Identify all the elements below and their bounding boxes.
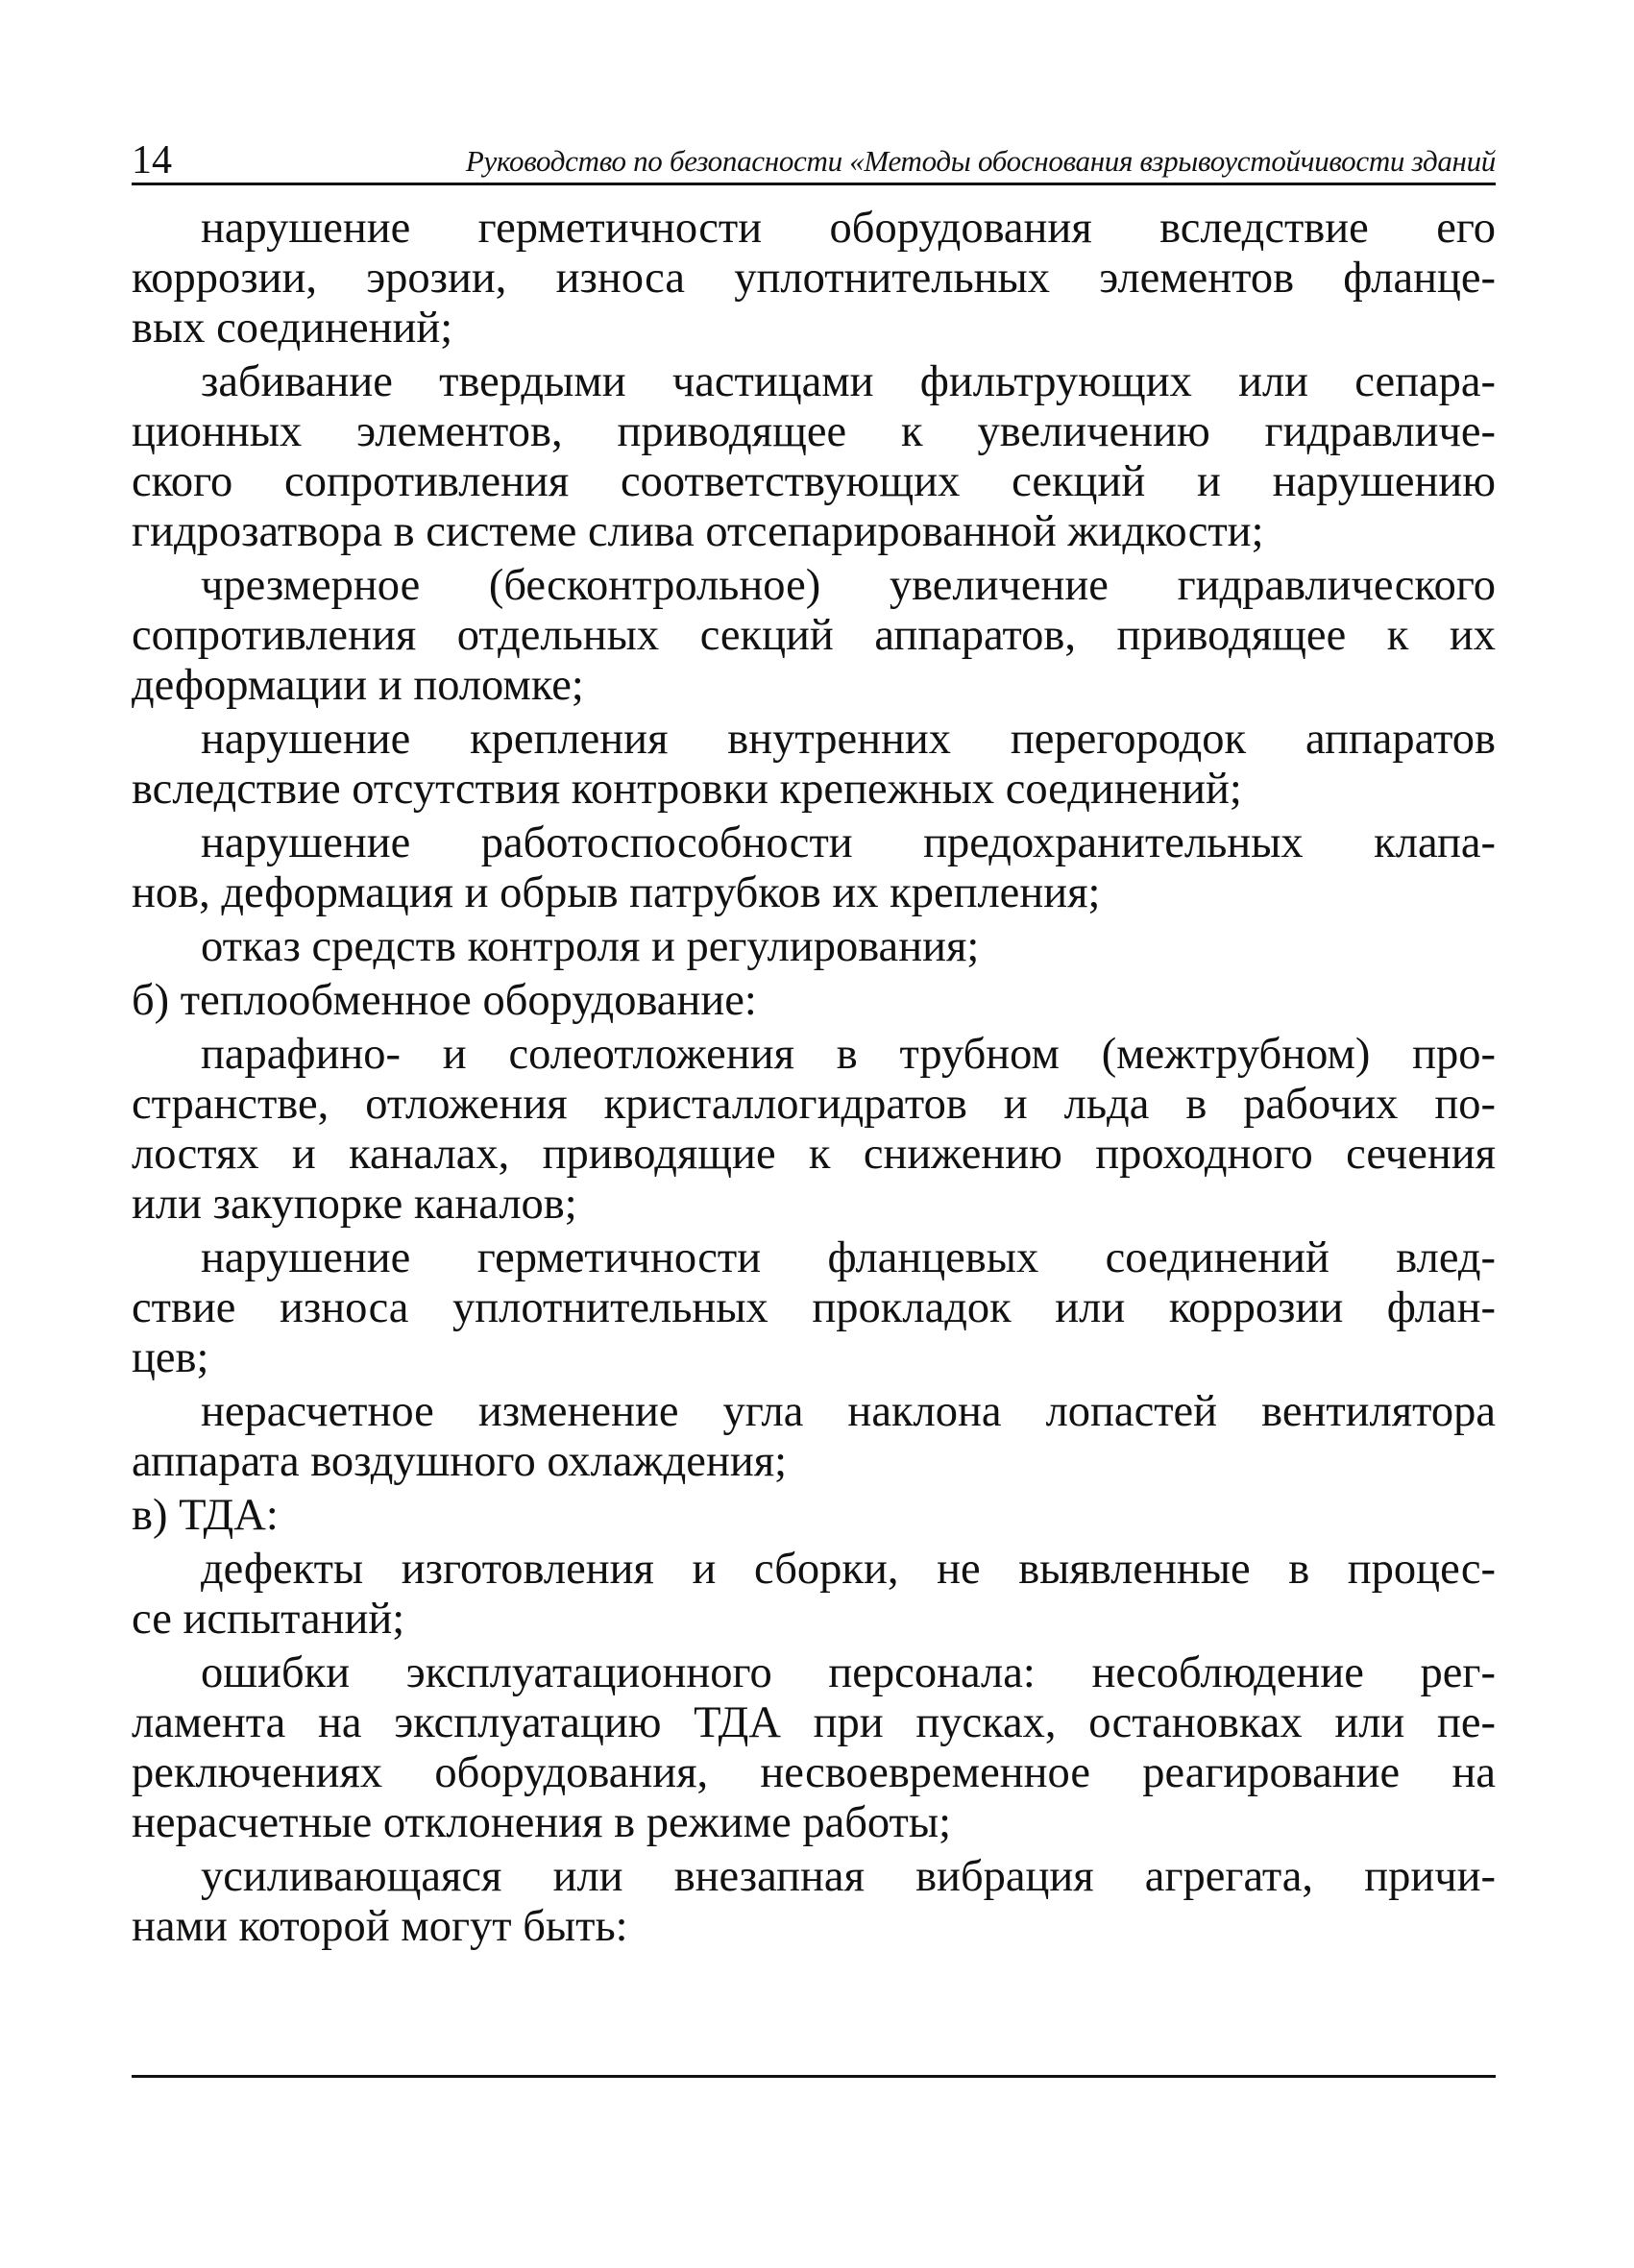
text-line: парафино- и солеотложения в трубном (межтрубном) про- [201, 1030, 1496, 1079]
text-line: дефекты изготовления и сборки, не выявленные в процес- [201, 1545, 1496, 1594]
text-line: нов, деформация и обрыв патрубков их крепления; [132, 868, 1101, 917]
text-line: ошибки эксплуатационного персонала: несоблюдение рег- [201, 1648, 1496, 1697]
text-line: вследствие отсутствия контровки крепежных соединений; [132, 765, 1242, 814]
text-line: нарушение работоспособности предохранительных клапа- [201, 818, 1496, 867]
page-number: 14 [132, 138, 172, 183]
text-line: забивание твердыми частицами фильтрующих или сепара- [201, 357, 1496, 406]
paragraph [132, 561, 1496, 711]
body-text [132, 204, 1496, 1956]
paragraph [132, 1852, 1496, 1952]
paragraph [132, 818, 1496, 918]
text-line: деформации и поломке; [132, 661, 584, 710]
paragraph [132, 976, 1496, 1026]
text-line: нарушение крепления внутренних перегородок аппаратов [201, 715, 1496, 764]
paragraph [132, 204, 1496, 354]
text-line: нерасчетное изменение угла наклона лопастей вентилятора [201, 1387, 1496, 1436]
text-line: реключениях оборудования, несвоевременное реагирование на [132, 1748, 1496, 1797]
paragraph [132, 1233, 1496, 1383]
paragraph [132, 1648, 1496, 1848]
text-line: или закупорке каналов; [132, 1180, 577, 1229]
text-line: се испытаний; [132, 1595, 405, 1644]
text-line: коррозии, эрозии, износа уплотнительных элементов фланце- [132, 254, 1496, 303]
text-line: нарушение герметичности фланцевых соединений влед- [201, 1233, 1496, 1282]
text-line: ствие износа уплотнительных прокладок или коррозии флан- [132, 1283, 1496, 1332]
text-line: в) ТДА: [132, 1491, 279, 1540]
paragraph [132, 357, 1496, 557]
text-line: сопротивления отдельных секций аппаратов, приводящее к их [132, 611, 1496, 660]
paragraph [132, 1387, 1496, 1487]
paragraph [132, 1030, 1496, 1230]
paragraph [132, 1491, 1496, 1541]
page-header [132, 125, 1496, 185]
text-line: нарушение герметичности оборудования вследствие его [201, 204, 1496, 253]
text-line: вых соединений; [132, 304, 453, 353]
running-title: Руководство по безопасности «Методы обоснования взрывоустойчивости зданий [465, 144, 1496, 178]
text-line: отказ средств контроля и регулирования; [201, 922, 980, 971]
paragraph [132, 715, 1496, 815]
bottom-divider [132, 2075, 1496, 2078]
text-line: ционных элементов, приводящее к увеличению гидравличе- [132, 407, 1496, 456]
text-line: гидрозатвора в системе слива отсепарированной жидкости; [132, 507, 1264, 556]
text-line: нерасчетные отклонения в режиме работы; [132, 1798, 952, 1847]
text-line: ламента на эксплуатацию ТДА при пусках, остановках или пе- [132, 1698, 1496, 1747]
paragraph [201, 922, 1496, 972]
text-line: аппарата воздушного охлаждения; [132, 1437, 788, 1486]
text-line: усиливающаяся или внезапная вибрация агрегата, причи- [201, 1852, 1496, 1901]
text-line: странстве, отложения кристаллогидратов и льда в рабочих по- [132, 1080, 1496, 1129]
text-line: ского сопротивления соответствующих секций и нарушению [132, 457, 1496, 506]
text-line: лостях и каналах, приводящие к снижению проходного сечения [132, 1130, 1496, 1179]
text-line: чрезмерное (бесконтрольное) увеличение гидравлического [201, 561, 1496, 610]
text-line: цев; [132, 1333, 209, 1382]
text-line: б) теплообменное оборудование: [132, 976, 757, 1025]
paragraph [132, 1545, 1496, 1645]
text-line: нами которой могут быть: [132, 1902, 628, 1951]
